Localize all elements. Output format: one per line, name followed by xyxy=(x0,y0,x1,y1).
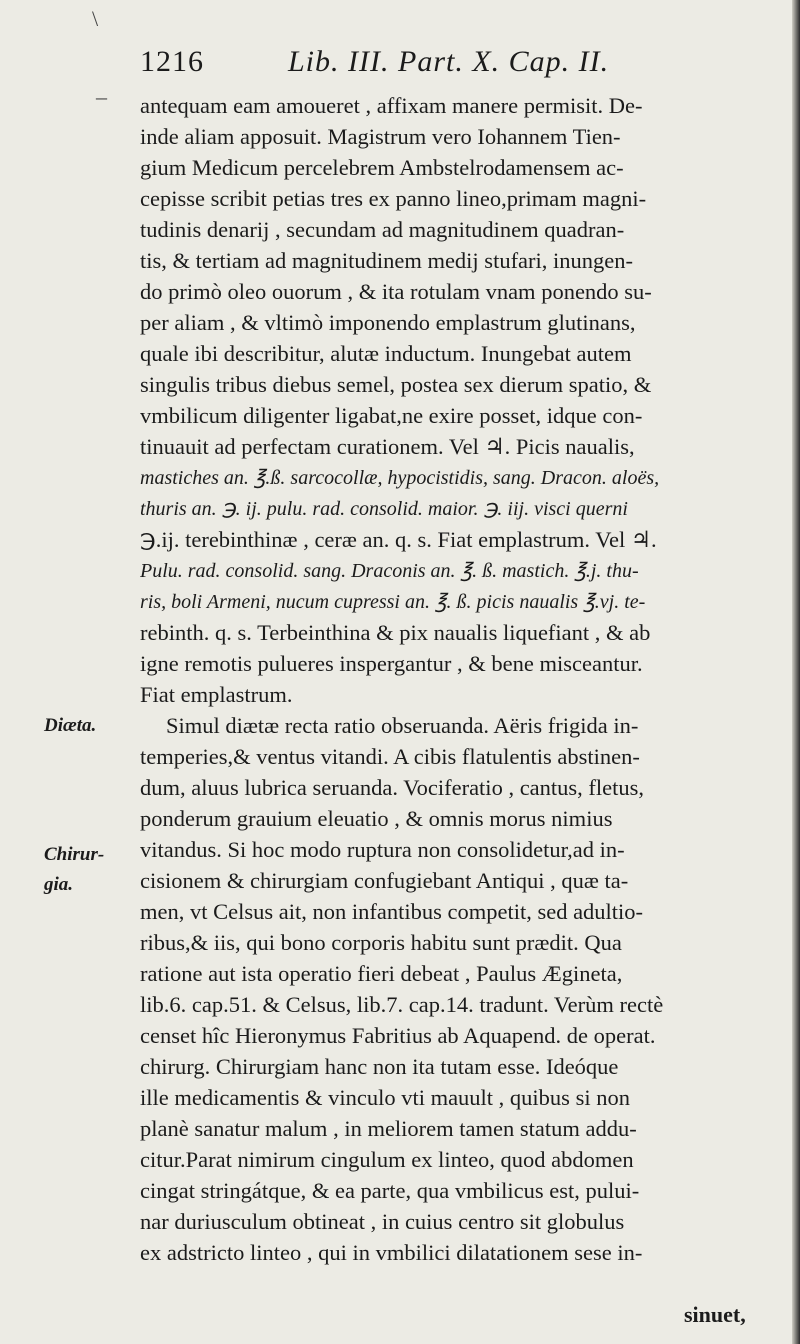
text-line: chirurg. Chirurgiam hanc non ita tutam esse. Ideóque xyxy=(140,1054,619,1079)
text-line: ponderum grauium eleuatio , & omnis morus nimius xyxy=(140,806,613,831)
text-line: singulis tribus diebus semel, postea sex dierum spatio, & xyxy=(140,372,652,397)
text-line: censet hîc Hieronymus Fabritius ab Aquapend. de operat. xyxy=(140,1023,656,1048)
text-line: per aliam , & vltimò imponendo emplastrum glutinans, xyxy=(140,310,636,335)
text-line-recipe: mastiches an. ℥.ß. sarcocollæ, hypocistidis, sang. Dracon. aloës, xyxy=(140,467,660,489)
text-line: ex adstricto linteo , qui in vmbilici dilatationem sese in- xyxy=(140,1240,643,1265)
text-line: cepisse scribit petias tres ex panno lineo,primam magni- xyxy=(140,186,647,211)
text-line: do primò oleo ouorum , & ita rotulam vnam ponendo su- xyxy=(140,279,652,304)
text-line: cisionem & chirurgiam confugiebant Antiqui , quæ ta- xyxy=(140,868,629,893)
page-edge-shadow xyxy=(792,0,800,1344)
text-line-recipe: Pulu. rad. consolid. sang. Draconis an. ℥. ß. mastich. ℥.j. thu- xyxy=(140,560,639,582)
margin-note-chirurgia-2: gia. xyxy=(44,874,74,895)
margin-note-chirurgia-1: Chirur- xyxy=(44,844,105,865)
text-line: ratione aut ista operatio fieri debeat , Paulus Ægineta, xyxy=(140,961,623,986)
text-line: men, vt Celsus ait, non infantibus competit, sed adultio- xyxy=(140,899,644,924)
margin-note-diaeta: Diæta. xyxy=(44,715,97,736)
dash-mark: – xyxy=(96,84,107,109)
text-line: antequam eam amoueret , affixam manere permisit. De- xyxy=(140,93,643,118)
text-line: tudinis denarij , secundam ad magnitudinem quadran- xyxy=(140,217,625,242)
text-line: tis, & tertiam ad magnitudinem medij stufari, inungen- xyxy=(140,248,634,273)
text-line: Fiat emplastrum. xyxy=(140,682,293,707)
text-line: temperies,& ventus vitandi. A cibis flatulentis abstinen- xyxy=(140,744,640,769)
text-line: citur.Parat nimirum cingulum ex linteo, quod abdomen xyxy=(140,1147,634,1172)
text-line: lib.6. cap.51. & Celsus, lib.7. cap.14. tradunt. Verùm rectè xyxy=(140,992,664,1017)
text-line-recipe: ris, boli Armeni, nucum cupressi an. ℥. ß. picis naualis ℥.vj. te- xyxy=(140,591,646,613)
text-line-recipe: thuris an. ℈. ij. pulu. rad. consolid. maior. ℈. iij. visci querni xyxy=(140,498,628,520)
page-number: 1216 xyxy=(140,45,204,78)
text-line: inde aliam apposuit. Magistrum vero Iohannem Tien- xyxy=(140,124,621,149)
catchword: sinuet, xyxy=(684,1302,746,1327)
tick-mark: \ xyxy=(92,6,99,31)
running-title: Lib. III. Part. X. Cap. II. xyxy=(288,45,610,78)
text-line: ribus,& iis, qui bono corporis habitu sunt prædit. Qua xyxy=(140,930,622,955)
text-line: igne remotis pulueres inspergantur , & bene misceantur. xyxy=(140,651,643,676)
text-line: vitandus. Si hoc modo ruptura non consolidetur,ad in- xyxy=(140,837,625,862)
text-line: ℈.ij. terebinthinæ , ceræ an. q. s. Fiat emplastrum. Vel ♃. xyxy=(140,527,657,552)
text-line: nar duriusculum obtineat , in cuius centro sit globulus xyxy=(140,1209,625,1234)
text-line: dum, aluus lubrica seruanda. Vociferatio , cantus, fletus, xyxy=(140,775,645,800)
running-header xyxy=(140,45,700,85)
text-line: rebinth. q. s. Terbeinthina & pix naualis liquefiant , & ab xyxy=(140,620,651,645)
text-line: vmbilicum diligenter ligabat,ne exire posset, idque con- xyxy=(140,403,643,428)
text-line-paragraph-start: Simul diætæ recta ratio obseruanda. Aëris frigida in- xyxy=(166,713,639,738)
text-line: quale ibi describitur, alutæ inductum. Inungebat autem xyxy=(140,341,632,366)
text-line: cingat stringátque, & ea parte, qua vmbilicus est, pului- xyxy=(140,1178,640,1203)
text-line: planè sanatur malum , in meliorem tamen statum addu- xyxy=(140,1116,637,1141)
text-line: ille medicamentis & vinculo vti mauult , quibus si non xyxy=(140,1085,630,1110)
text-line: tinuauit ad perfectam curationem. Vel ♃. Picis naualis, xyxy=(140,434,635,459)
text-line: gium Medicum percelebrem Ambstelrodamensem ac- xyxy=(140,155,624,180)
